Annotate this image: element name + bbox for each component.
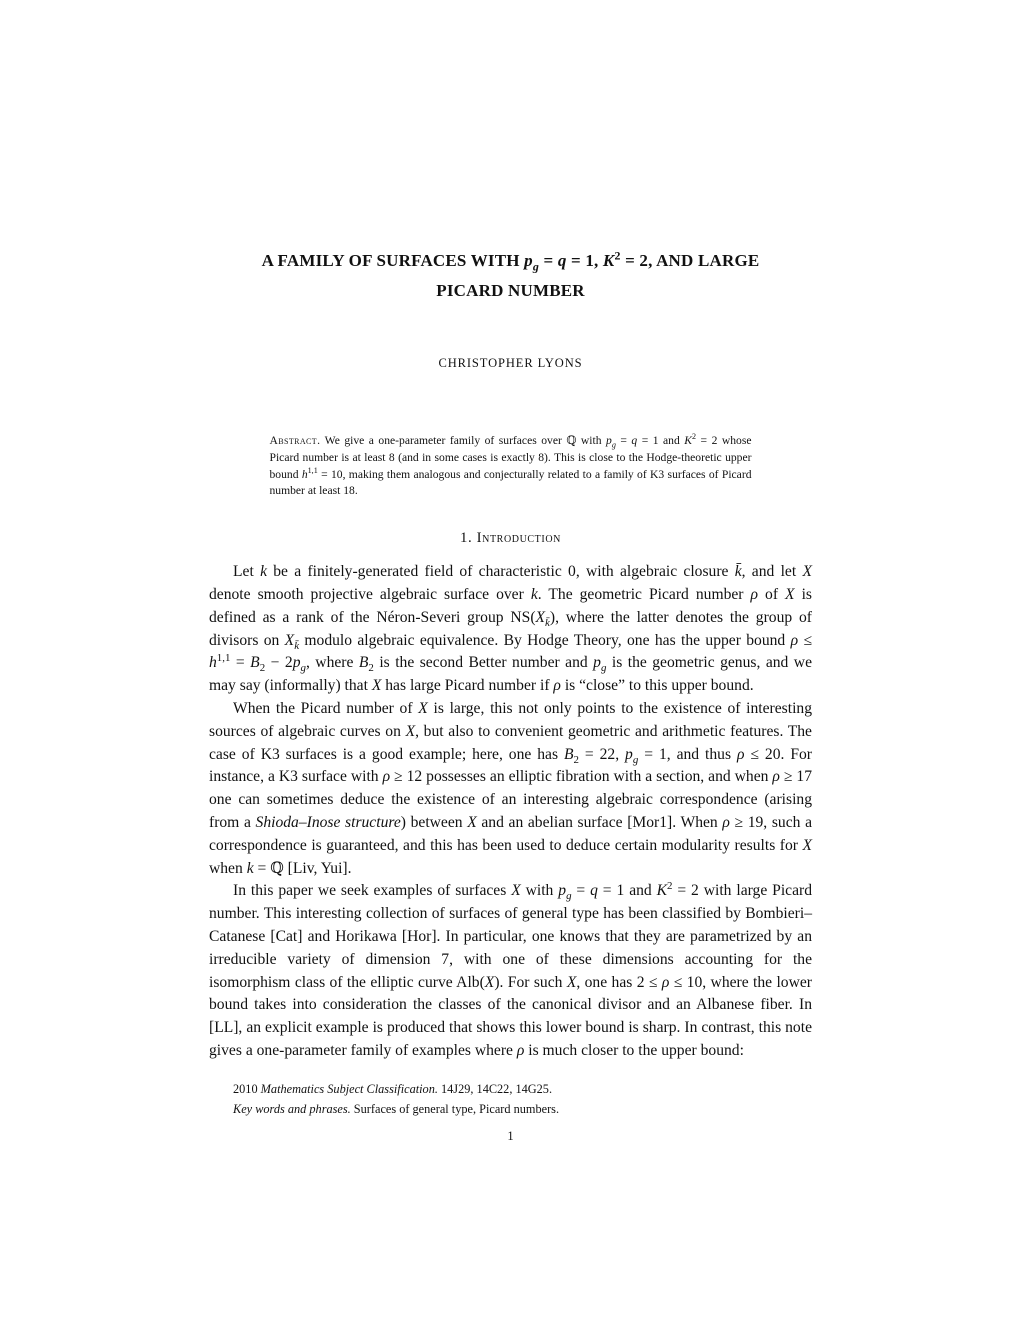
footnote-keywords-text: Surfaces of general type, Picard numbers. [350,1101,560,1116]
footnote-msc [209,1079,812,1099]
footnotes [209,1079,812,1119]
footnote-msc-codes: 14J29, 14C22, 14G25. [437,1081,553,1096]
abstract-paragraph [270,433,752,500]
paragraph-3: In this paper we seek examples of surfaces X with $p_g = q = 1$ and $K^2 = 2$ with large Picard number. This interesting collection of surfaces of general type has been classified by Bombieri–Catanese [Cat] and Horikawa [Hor]. In particular, one knows that they are parametrized by an irreducible variety of dimension 7, with one of these dimensions accounting for the isomorphism class of the elliptic curve Alb(X). For such X, one has 2 ≤ ρ ≤ 10, where the lower bound takes into consideration the classes of the canonical divisor and an Albanese fiber. In [LL], an explicit example is produced that shows this lower bound is sharp. In contrast, this note gives a one-parameter family of examples where ρ is much closer to the upper bound: [209,880,812,1059]
title-line-1: A FAMILY OF SURFACES WITH $p_g = q = 1$, $K^2 = 2$, AND LARGE [261,248,760,274]
title-line-2: PICARD NUMBER [436,281,585,300]
abstract-text: We give a one-parameter family of surfaces over ℚ with $p_g = q = 1$ and $K^2 = 2$ whose Picard number is at least 8 (and in some cases is exactly 8). This is close to the Hodge-theoretic upper bound $h^{1,1} = 10$, making them analogous and conjecturally related to a family of K3 surfaces of Picard number at least 18. [269,432,752,498]
footnote-keywords [209,1099,812,1119]
page-number: 1 [507,1128,514,1143]
section-heading-introduction: 1. Introduction [460,530,561,547]
abstract-label: Abstract. [269,434,321,447]
footnote-msc-label: Mathematics Subject Classification. [260,1081,438,1096]
abstract-section [270,433,752,500]
footnote-keywords-label: Key words and phrases. [233,1101,351,1116]
paragraph-1: Let k be a finitely-generated field of characteristic 0, with algebraic closure k̄, and let X denote smooth projective algebraic surface over k. The geometric Picard number ρ of X is defined as a rank of the Néron-Severi group $NS(X_{k̄})$, where the latter denotes the group of divisors on $X_{k̄}$ modulo algebraic equivalence. By Hodge Theory, one has the upper bound $\rho \le h^{1,1} = B_2 - 2p_g$, where $B_2$ is the second Better number and $p_g$ is the geometric genus, and we may say (informally) that X has large Picard number if ρ is “close” to this upper bound. [209,563,812,695]
paper-title [209,246,812,306]
body-text [209,561,812,1063]
paper-content [209,246,812,1144]
footnote-msc-year: 2010 [233,1081,261,1096]
author-name: CHRISTOPHER LYONS [438,356,583,370]
paragraph-2: When the Picard number of X is large, this not only points to the existence of interesting sources of algebraic curves on X, but also to convenient geometric and arithmetic features. The case of K3 surfaces is a good example; here, one has $B_2 = 22$, $p_g = 1$, and thus ρ ≤ 20. For instance, a K3 surface with ρ ≥ 12 possesses an elliptic fibration with a section, and when ρ ≥ 17 one can sometimes deduce the existence of an interesting algebraic correspondence (arising from a Shioda–Inose structure) between X and an abelian surface [Mor1]. When ρ ≥ 19, such a correspondence is guaranteed, and this has been used to deduce certain modularity results for X when k = ℚ [Liv, Yui]. [209,699,813,877]
